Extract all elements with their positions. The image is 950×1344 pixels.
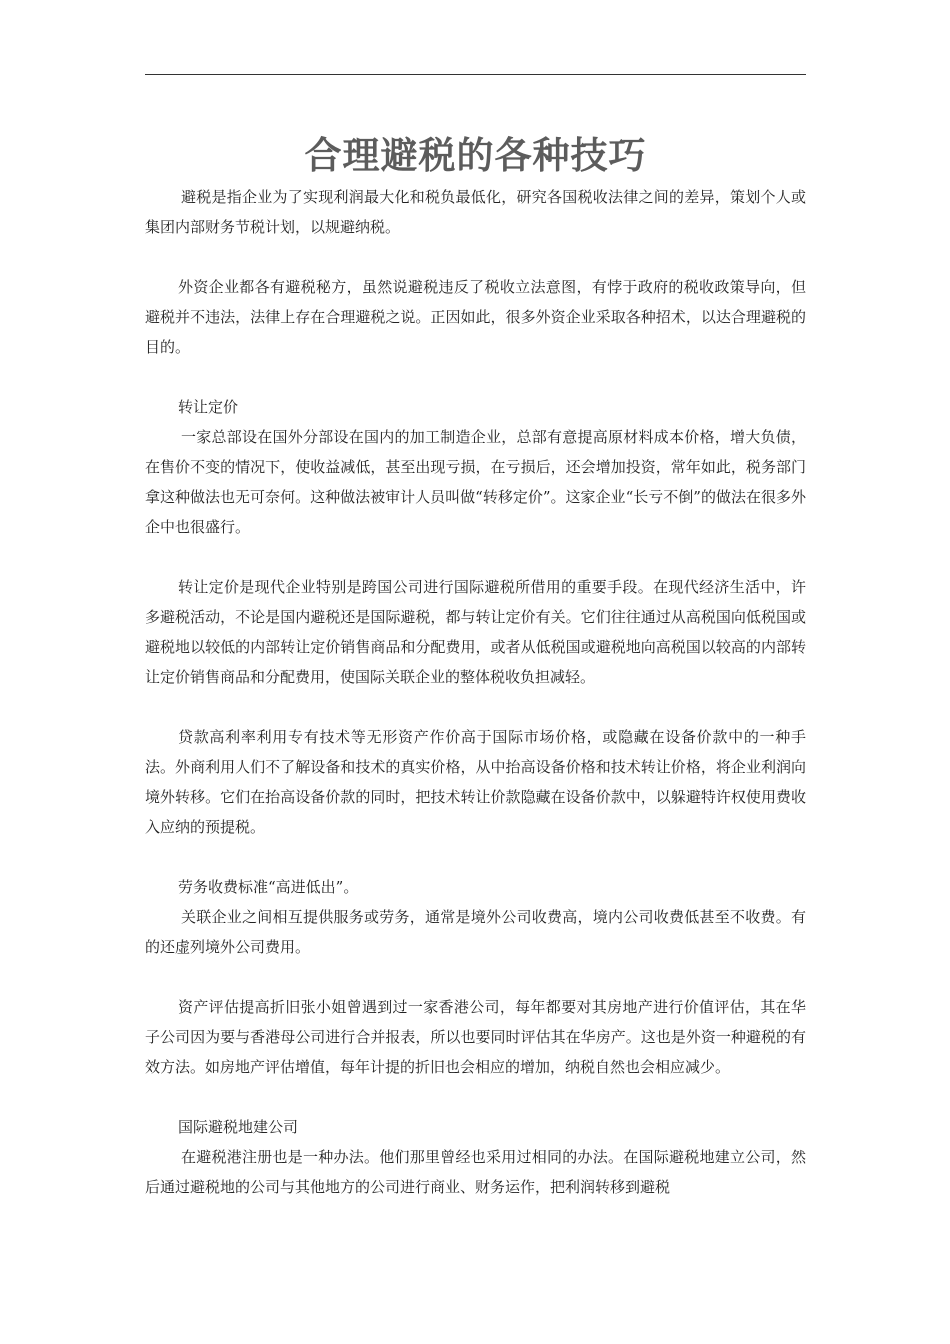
paragraph-intro: 避税是指企业为了实现利润最大化和税负最低化，研究各国税收法律之间的差异，策划个人或集团内部财务节税计划，以规避纳税。 bbox=[145, 188, 806, 236]
section-heading-service-fees: 劳务收费标准“高进低出”。 bbox=[178, 878, 359, 896]
section-heading-transfer-pricing: 转让定价 bbox=[178, 398, 239, 416]
paragraph-transfer-pricing-example: 一家总部设在国外分部设在国内的加工制造企业，总部有意提高原材料成本价格，增大负债，在售价不变的情况下，使收益减低，甚至出现亏损，在亏损后，还会增加投资，常年如此，税务部门拿这种做法也无可奈何。这种做法被审计人员叫做“转移定价”。这家企业“长亏不倒”的做法在很多外企中也很盛行。 bbox=[145, 428, 806, 536]
paragraph-tax-haven: 在避税港注册也是一种办法。他们那里曾经也采用过相同的办法。在国际避税地建立公司，然后通过避税地的公司与其他地方的公司进行商业、财务运作，把利润转移到避税 bbox=[145, 1148, 806, 1196]
header-rule bbox=[145, 74, 806, 75]
section-heading-tax-haven: 国际避税地建公司 bbox=[178, 1118, 299, 1136]
paragraph-asset-valuation: 资产评估提高折旧张小姐曾遇到过一家香港公司，每年都要对其房地产进行价值评估，其在华子公司因为要与香港母公司进行合并报表，所以也要同时评估其在华房产。这也是外资一种避税的有效方法。如房地产评估增值，每年计提的折旧也会相应的增加，纳税自然也会相应减少。 bbox=[145, 998, 806, 1076]
paragraph-high-interest-loans: 贷款高利率利用专有技术等无形资产作价高于国际市场价格，或隐藏在设备价款中的一种手法。外商利用人们不了解设备和技术的真实价格，从中抬高设备价格和技术转让价格，将企业利润向境外转移。它们在抬高设备价款的同时，把技术转让价款隐藏在设备价款中，以躲避特许权使用费收入应纳的预提税。 bbox=[145, 728, 806, 836]
paragraph-service-fees: 关联企业之间相互提供服务或劳务，通常是境外公司收费高，境内公司收费低甚至不收费。有的还虚列境外公司费用。 bbox=[145, 908, 806, 956]
paragraph-foreign-enterprises: 外资企业都各有避税秘方，虽然说避税违反了税收立法意图，有悖于政府的税收政策导向，但避税并不违法，法律上存在合理避税之说。正因如此，很多外资企业采取各种招术，以达合理避税的目的。 bbox=[145, 278, 806, 356]
paragraph-transfer-pricing-explained: 转让定价是现代企业特别是跨国公司进行国际避税所借用的重要手段。在现代经济生活中，许多避税活动，不论是国内避税还是国际避税，都与转让定价有关。它们往往通过从高税国向低税国或避税地以较低的内部转让定价销售商品和分配费用，或者从低税国或避税地向高税国以较高的内部转让定价销售商品和分配费用，使国际关联企业的整体税收负担减轻。 bbox=[145, 578, 806, 686]
document-body bbox=[145, 182, 806, 1202]
document-title: 合理避税的各种技巧 bbox=[304, 134, 647, 177]
